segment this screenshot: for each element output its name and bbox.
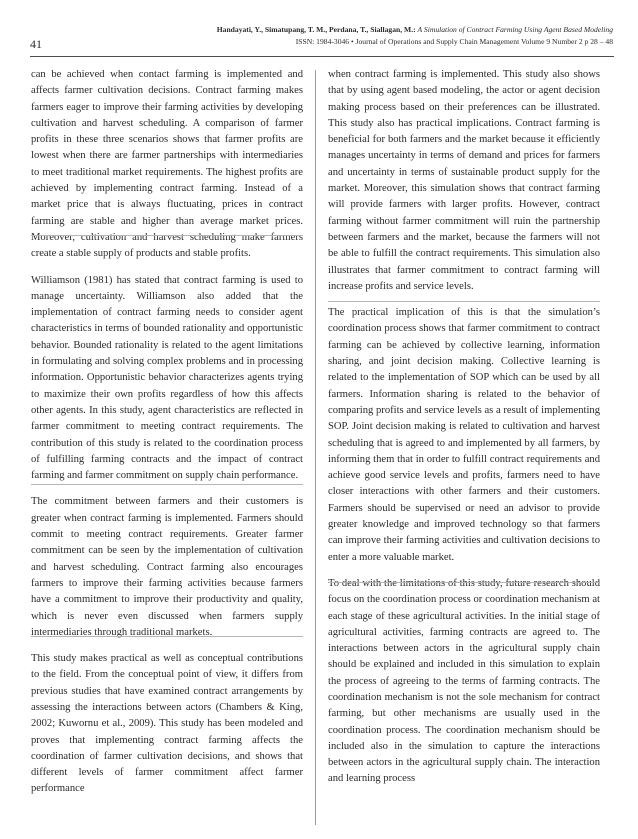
page-number: 41: [30, 37, 42, 51]
running-header: [93, 24, 613, 48]
paragraph-divider: [328, 301, 600, 302]
body-paragraph: when contract farming is implemented. This study also shows that by using agent based modeling, the actor or agent decision making process based on their preferences can be illustrated. This study also has practical implications. Contract farming is beneficial for both farmers and the market because it efficiently manages uncertainty in terms of demand and prices for farmers and uncertainty in terms of sustainable product supply for the market. Moreover, this simulation shows that contract farming will provide farmers with larger profits. However, contract farming without farmer commitment will ruin the partnership between farmers and the market, because the farmers will not be able to fulfill the contract requirements. This simulation also illustrates that farmer commitment to contract farming will increase profits and service levels.: [328, 69, 600, 292]
body-paragraph: The commitment between farmers and their customers is greater when contract farming is implemented. Farmers should commit to meeting contract requirements. Greater farmer commitment can be seen by the implementation of cultivation and harvest scheduling. Contract farming also encourages farmers to improve their farming activities because farmers have a commitment to improve their productivity and quality, which is never even discussed when farmers supply intermediaries through traditional markets.: [31, 496, 303, 638]
paragraph-divider: [31, 636, 303, 637]
header-citation-line: [93, 24, 613, 36]
body-paragraph: This study makes practical as well as conceptual contributions to the field. From the conceptual point of view, it differs from previous studies that have examined contract arrangements by assessing the interactions between actors (Chambers & King, 2002; Kuwornu et al., 2009). This study has been modeled and proves that implementing contract farming affects the coordination of farmer cultivation decisions, and shows that different levels of farmer commitment affect farmer performance: [31, 653, 303, 795]
paragraph-divider: [328, 582, 600, 583]
left-column: [31, 67, 303, 808]
header-authors: Handayati, Y., Simatupang, T. M., Perdana, T., Siallagan, M.:: [216, 25, 416, 34]
header-rule: [30, 56, 614, 57]
body-paragraph: can be achieved when contact farming is implemented and affects farmer cultivation decisions. Contract farming makes farmers eager to improve their farming activities by developing cultivation and harvest scheduling. A comparison of farmer profits in these three scenarios shows that farmer profits are lowest when there are farmer partnerships with intermediaries to meet traditional market requirements. The highest profits are achieved by implementing contract farming. Instead of a market price that is always fluctuating, prices in contract farming are stable and higher than average market prices. Moreover, cultivation and harvest scheduling make farmers create a stable supply of products and stable profits.: [31, 69, 303, 260]
body-paragraph: To deal with the limitations of this study, future research should focus on the coordination process or coordination mechanism at each stage of these agricultural activities. In the initial stage of agricultural activities, farming contracts are agreed to. The interactions between actors in the agricultural supply chain should be explained and included in this simulation to explain the process of agreeing to the terms of farming contracts. The coordination mechanism is not the sole mechanism for contract farming, but other mechanisms are usually used in the coordination process. The coordination mechanism should be included also in the simulation to capture the interactions between actors in the agricultural supply chain. The interaction and learning process: [328, 577, 600, 785]
column-divider: [315, 70, 316, 825]
body-paragraph: The practical implication of this is that the simulation’s coordination process shows that farmer commitment to contract farming can be achieved by collective learning, information sharing, and joint decision making. Collective learning is related to the implementation of SOP which can be used by all farmers. Information sharing is related to the behavior of comparing profits and service levels as a result of implementing SOP. Joint decision making is related to cultivation and harvest scheduling that is agreed to and implemented by all farmers, by informing them that in order to fulfill contract requirements and achieve good service levels and profits, farmers need to have closer interactions with other farmers and their customers. Farmers should be supervised or need an advisor to provide greater knowledge and improved technology so that farmers can improve their farming activities and cultivation decisions to enter a more valuable market.: [328, 307, 600, 563]
header-journal-line: ISSN: 1984-3046 • Journal of Operations and Supply Chain Management Volume 9 Number 2 p 28 – 48: [295, 37, 613, 46]
right-column: [328, 67, 600, 798]
body-paragraph: Williamson (1981) has stated that contract farming is used to manage uncertainty. Williamson also added that the implementation of contract farming needs to consider agent characteristics in terms of bounded rationality and opportunistic behavior. Bounded rationality is related to the agent limitations in formulating and solving complex problems and in processing information. Opportunistic behavior characterizes agents trying to maximize their own profits regardless of how this affects other agents. In this study, agent characteristics are reflected in farmer commitment to meeting contract requirements. The contribution of this study is related to the coordination process of fulfilling farming contracts and the impact of contract farming and farmer commitment on supply chain performance.: [31, 274, 303, 482]
header-article-title: A Simulation of Contract Farming Using Agent Based Modeling: [417, 25, 613, 34]
paragraph-divider: [31, 484, 303, 485]
paragraph-divider: [31, 235, 303, 236]
